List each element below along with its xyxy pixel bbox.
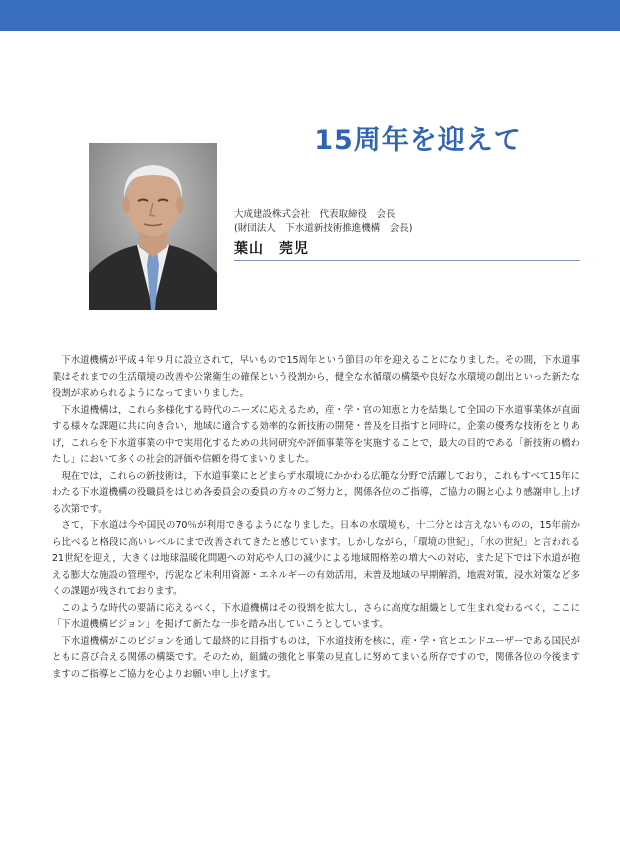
paragraph: 現在では，これらの新技術は，下水道事業にとどまらず水環境にかかわる広範な分野で活躍しており，これもすべて15年にわたる下水道機構の役職員をはじめ各委員会の委員の方々のご努力と，関係各位のご指導，ご協力の賜と心より感謝申し上げる次第です。 — [52, 470, 580, 515]
author-affiliation-secondary: (財団法人 下水道新技術推進機構 会長) — [234, 223, 413, 234]
header-band — [0, 0, 620, 31]
paragraph: 下水道機構は，これら多様化する時代のニーズに応えるため，産・学・官の知恵と力を結集して全国の下水道事業体が直面する様々な課題に共に向き合い，地域に適合する効率的な新技術の開発・普及を目指すと同時に，企業の優秀な技術をとりあげ，これらを下水道事業の中で実用化するための共同研究や評価事業等を実施することで，最大の目的である「新技術の橋わたし」において多くの社会的評価や信頼を得てまいりました。 — [52, 404, 580, 465]
portrait-photo — [89, 143, 217, 310]
page-title: 15周年を迎えて — [314, 125, 522, 156]
author-affiliation: 大成建設株式会社 代表取締役 会長 — [234, 209, 396, 220]
author-name: 葉山 莞児 — [234, 241, 309, 257]
author-block — [234, 208, 580, 261]
article-body — [52, 353, 580, 683]
paragraph: 下水道機構がこのビジョンを通して最終的に目指すものは，下水道技術を核に，産・学・官とエンドユーザーである国民がともに喜び合える関係の構築です。そのため，組織の強化と事業の見直しに努めてまいる所存ですので，関係各位の今後ますますのご指導とご協力を心よりお願い申し上げます。 — [52, 635, 580, 680]
paragraph: 下水道機構が平成４年９月に設立されて，早いもので15周年という節目の年を迎えることになりました。その間，下水道事業はそれまでの生活環境の改善や公衆衛生の確保という役割から，健全な水循環の構築や良好な水環境の創出といった新たな役割が求められるようになってまいりました。 — [52, 355, 580, 399]
author-name-row — [234, 238, 580, 261]
paragraph: このような時代の要請に応えるべく，下水道機構はその役割を拡大し，さらに高度な組織として生まれ変わるべく，ここに「下水道機構ビジョン」を掲げて新たな一歩を踏み出していこうとしています。 — [52, 602, 580, 630]
paragraph: さて，下水道は今や国民の70％が利用できるようになりました。日本の水環境も，十二分とは言えないものの，15年前から比べると格段に高いレベルにまで改善されてきたと感じています。しかしながら，「環境の世紀」，「水の世紀」と言われる21世紀を迎え，大きくは地球温暖化問題への対応や人口の減少による地域間格差の増大への対応，また足下では下水道が抱える膨大な施設の管理や，汚泥など未利用資源・エネルギーの有効活用，未普及地域の早期解消，地震対策，浸水対策など多くの課題が残されております。 — [52, 520, 580, 597]
